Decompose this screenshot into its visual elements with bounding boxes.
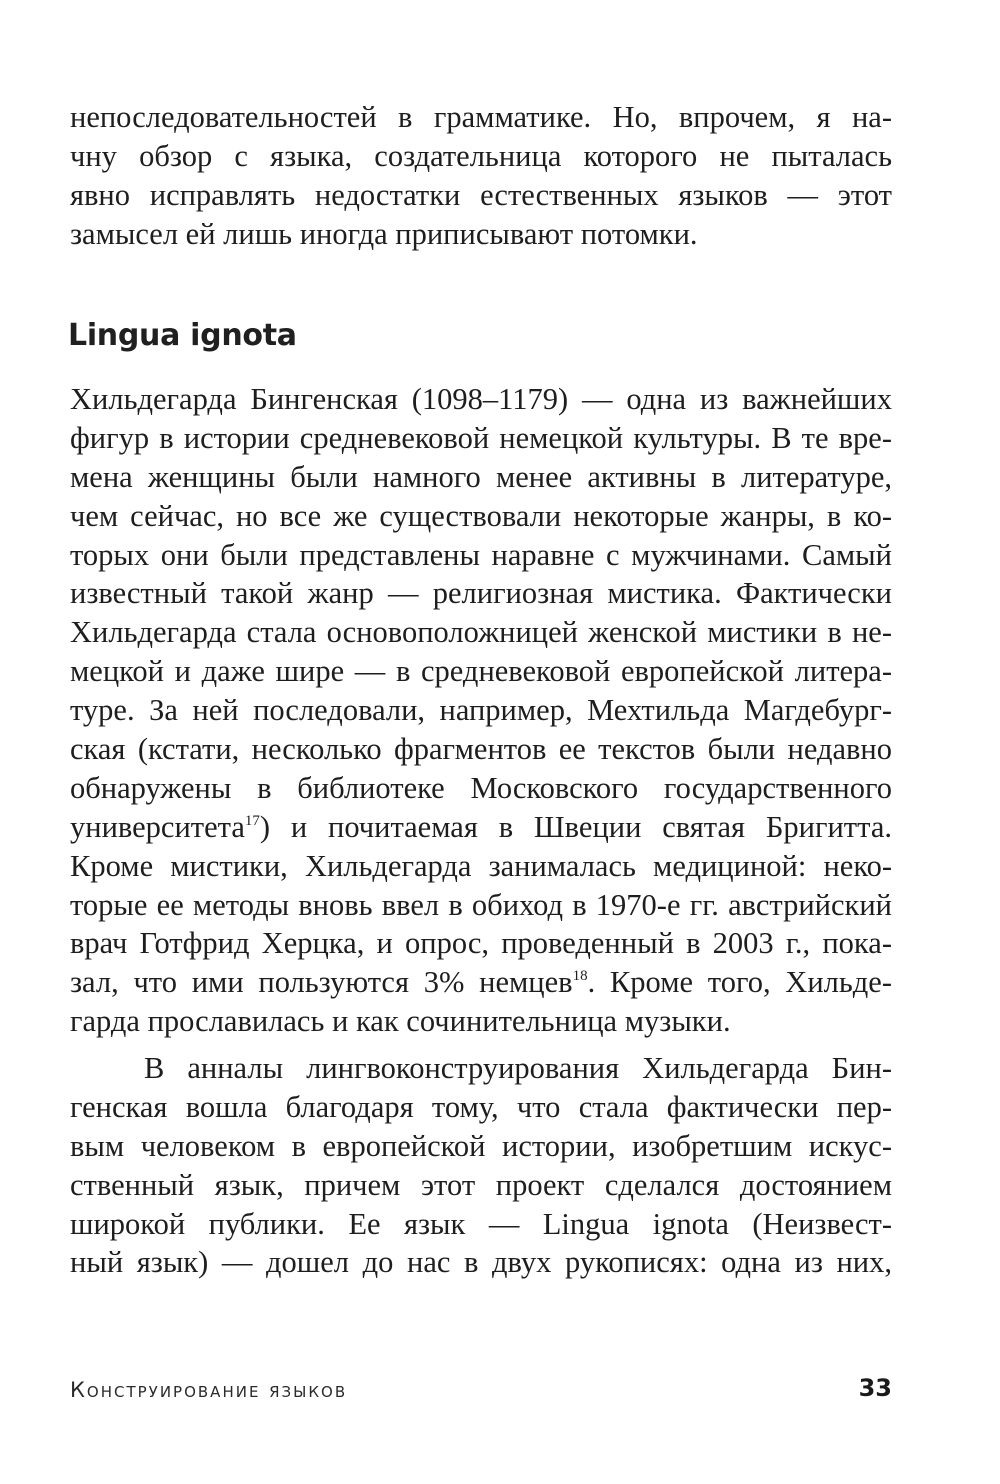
text-line: широкой публики. Ее язык — Lingua ignota (Неизвест- — [70, 1206, 892, 1241]
text-line: торых они были представлены наравне с мужчинами. Самый — [70, 537, 892, 572]
page-number: 33 — [858, 1374, 892, 1402]
footnote-ref-18[interactable]: 18 — [572, 968, 588, 985]
text-line: ный язык) — дошел до нас в двух рукописях: одна из них, — [70, 1245, 892, 1280]
text-line: ская (кстати, несколько фрагментов ее текстов были недавно — [70, 732, 892, 767]
text-line: мецкой и даже шире — в средневековой европейской литера- — [70, 654, 892, 689]
text-line: Хильдегарда Бингенская (1098–1179) — одна из важнейших — [70, 382, 892, 416]
text-segment: ) и почитаемая в Швеции святая Бригитта. — [259, 809, 892, 844]
text-line: В анналы лингвоконструирования Хильдегарда Бин- — [144, 1051, 892, 1085]
section-heading: Lingua ignota — [68, 318, 297, 353]
text-line: мена женщины были намного менее активны в литературе, — [70, 459, 892, 494]
text-line: туре. За ней последовали, например, Мехтильда Магдебург- — [70, 693, 892, 728]
paragraph-2 — [70, 1049, 892, 1282]
text-line: явно исправлять недостатки естественных языков — этот — [70, 177, 892, 212]
text-line: вым человеком в европейской истории, изобретшим искус- — [70, 1128, 892, 1163]
text-line: чну обзор с языка, создательница которого не пыталась — [70, 138, 892, 173]
paragraph-1 — [70, 380, 892, 1041]
text-line-with-footnote — [70, 963, 892, 1002]
text-line: генская вошла благодаря тому, что стала фактически пер- — [70, 1089, 892, 1124]
text-segment: зал, что ими пользуются 3% немцев — [70, 965, 573, 1000]
footnote-ref-17[interactable]: 17 — [244, 812, 260, 829]
running-footer-title: Конструирование языков — [70, 1378, 348, 1402]
text-line: гарда прославилась и как сочинительница музыки. — [70, 1004, 731, 1039]
text-line-with-footnote — [70, 808, 892, 847]
text-line: врач Готфрид Херцка, и опрос, проведенный в 2003 г., пока- — [70, 926, 892, 961]
text-line: замысел ей лишь иногда приписывают потомки. — [70, 216, 698, 251]
intro-paragraph — [70, 98, 892, 254]
text-line: Хильдегарда стала основоположницей женской мистики в не- — [70, 615, 892, 650]
text-line: чем сейчас, но все же существовали некоторые жанры, в ко- — [70, 498, 892, 533]
text-segment: университета — [70, 809, 245, 844]
text-line: фигур в истории средневековой немецкой культуры. В те вре- — [70, 420, 892, 455]
text-segment: . Кроме того, Хильде- — [587, 965, 893, 1000]
text-line: известный такой жанр — религиозная мистика. Фактически — [70, 576, 892, 611]
text-line: торые ее методы вновь ввел в обиход в 1970-е гг. австрийский — [70, 887, 892, 922]
text-line: непоследовательностей в грамматике. Но, впрочем, я на- — [70, 100, 892, 134]
text-line: Кроме мистики, Хильдегарда занималась медициной: неко- — [70, 848, 892, 883]
text-line: обнаружены в библиотеке Московского государственного — [70, 770, 892, 805]
text-line: ственный язык, причем этот проект сделался достоянием — [70, 1167, 892, 1202]
